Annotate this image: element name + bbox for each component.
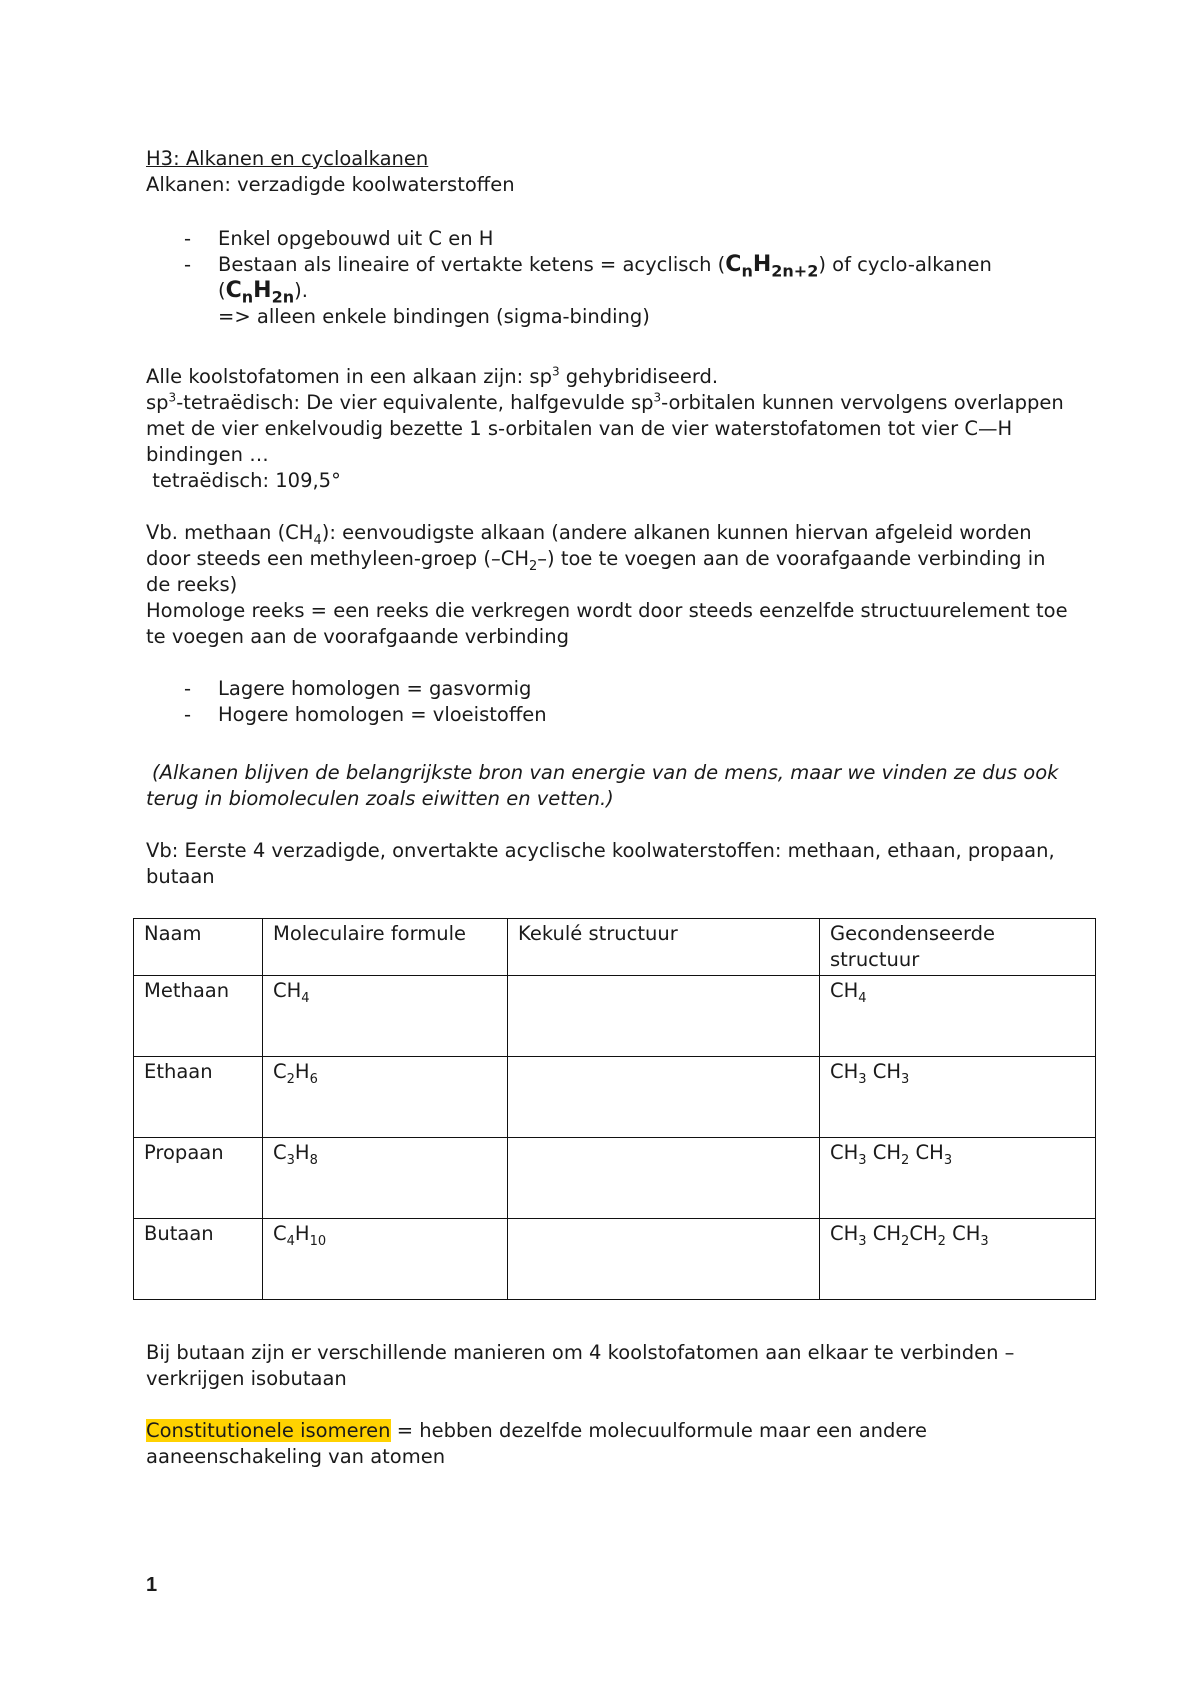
cell-formula: $C_3H_8$: [263, 1138, 508, 1219]
cell-formula: $CH_4$: [263, 976, 508, 1057]
cell-name: Ethaan: [134, 1057, 263, 1138]
list-item-text: Lagere homologen = gasvormig: [218, 677, 532, 700]
cell-condensed: $CH_3$ $CH_2$ $CH_3$: [820, 1138, 1096, 1219]
list-item-note: => alleen enkele bindingen (sigma-binding): [218, 305, 650, 328]
cell-name: Propaan: [134, 1138, 263, 1219]
list-item-text: Enkel opgebouwd uit C en H: [218, 227, 494, 250]
highlighted-term: Constitutionele isomeren: [146, 1419, 391, 1442]
methane-paragraph: Vb. methaan $(CH_4)$: eenvoudigste alkaan (andere alkanen kunnen hiervan afgeleid worden door steeds een methyleen-groep $(-CH_2-)$ toe te voegen aan de voorafgaande verbinding in de reeks) Homologe reeks = een reeks die verkregen wordt door steeds eenzelfde structuurelement toe te voegen aan de voorafgaande verbinding: [146, 521, 1068, 648]
cell-kekule: [508, 1138, 820, 1219]
hybridization-paragraph: Alle koolstofatomen in een alkaan zijn: $sp^3$ gehybridiseerd. $sp^3$-tetraëdisch: De vier equivalente, halfgevulde $sp^3$-orbitalen kunnen vervolgens overlappen met de vier enkelvoudig bezette 1 s-orbitalen van de vier waterstofatomen tot vier C—H bindingen … tetraëdisch: 109,5°: [146, 364, 1064, 492]
table-row: [134, 1219, 1096, 1300]
tetrahedral-angle: tetraëdisch: 109,5°: [152, 469, 341, 492]
cell-condensed: $CH_3$ $CH_3$: [820, 1057, 1096, 1138]
list-item: [146, 676, 1076, 702]
dash-bullet: -: [184, 227, 192, 250]
italic-note: (Alkanen blijven de belangrijkste bron van energie van de mens, maar we vinden ze dus ook terug in biomoleculen zoals eiwitten en vetten.): [146, 761, 1059, 810]
subtitle: Alkanen: verzadigde koolwaterstoffen: [146, 173, 515, 196]
dash-bullet: -: [184, 253, 192, 276]
dash-bullet: -: [184, 703, 192, 726]
list-item: [146, 226, 1076, 252]
column-header: Naam: [134, 919, 263, 976]
table-header-row: [134, 919, 1096, 976]
column-header: Gecondenseerde structuur: [820, 919, 1096, 976]
list-item-text: Hogere homologen = vloeistoffen: [218, 703, 547, 726]
list-item: - Bestaan als lineaire of vertakte ketens = acyclisch $(C_nH_{2n+2})$ of cyclo-alkanen $(C_nH_{2n})$. => alleen enkele bindingen (sigma-binding): [184, 252, 992, 328]
alkanes-table: [133, 918, 1096, 1300]
cell-kekule: [508, 1219, 820, 1300]
formula-cyclic: $C_nH_{2n}$: [225, 278, 295, 307]
cell-name: Methaan: [134, 976, 263, 1057]
formula-acyclic: $C_nH_{2n+2}$: [725, 252, 819, 281]
example-paragraph: Vb: Eerste 4 verzadigde, onvertakte acyclische koolwaterstoffen: methaan, ethaan, propaan, butaan: [146, 839, 1055, 888]
list-item-text: Bestaan als lineaire of vertakte ketens = acyclisch (: [218, 253, 726, 276]
cell-formula: $C_4H_{10}$: [263, 1219, 508, 1300]
table-row: [134, 1057, 1096, 1138]
table-row: [134, 1138, 1096, 1219]
isomers-paragraph: Constitutionele isomeren = hebben dezelfde molecuulformule maar een andere aaneenschakeling van atomen: [146, 1419, 927, 1468]
list-item: [146, 702, 1076, 728]
cell-condensed: $CH_4$: [820, 976, 1096, 1057]
bullet-list-alkanes: [146, 226, 1076, 330]
page-title: H3: Alkanen en cycloalkanen: [146, 147, 429, 170]
homolog-definition: Homologe reeks = een reeks die verkregen wordt door steeds eenzelfde structuurelement toe te voegen aan de voorafgaande verbinding: [146, 599, 1068, 648]
cell-formula: $C_2H_6$: [263, 1057, 508, 1138]
cell-condensed: $CH_3$ $CH_2CH_2$ $CH_3$: [820, 1219, 1096, 1300]
cell-kekule: [508, 1057, 820, 1138]
dash-bullet: -: [184, 677, 192, 700]
butane-paragraph: Bij butaan zijn er verschillende manieren om 4 koolstofatomen aan elkaar te verbinden – verkrijgen isobutaan: [146, 1341, 1015, 1390]
column-header: Kekulé structuur: [508, 919, 820, 976]
cell-kekule: [508, 976, 820, 1057]
bullet-list-homologs: [146, 676, 1076, 728]
cell-name: Butaan: [134, 1219, 263, 1300]
table-row: [134, 976, 1096, 1057]
page-number: 1: [146, 1574, 158, 1596]
column-header: Moleculaire formule: [263, 919, 508, 976]
